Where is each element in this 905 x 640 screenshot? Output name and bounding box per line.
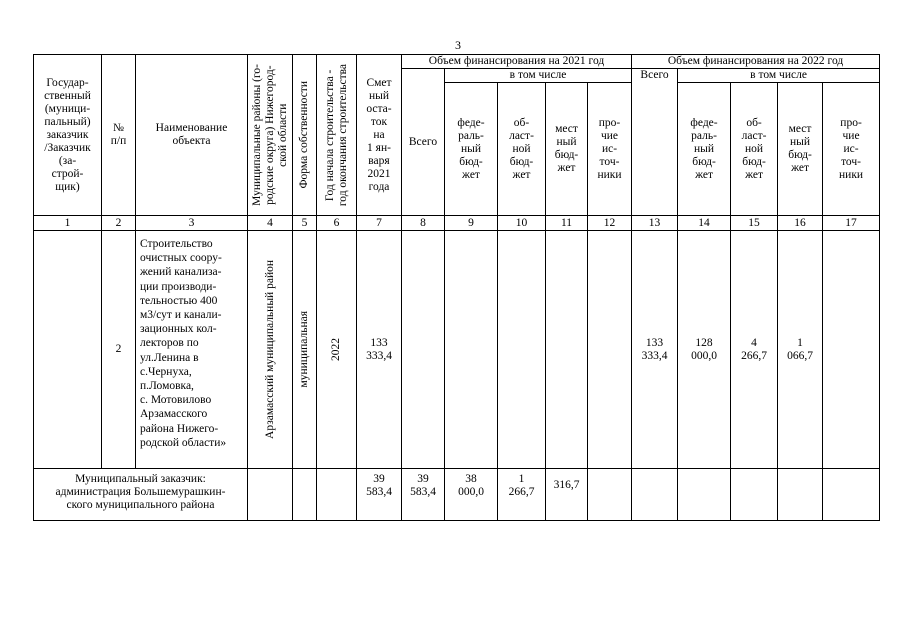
col-num: 3	[136, 216, 248, 231]
total-other-2021	[588, 469, 632, 521]
total-other-2022	[823, 469, 880, 521]
row-num: 2	[102, 231, 136, 469]
page-number: 3	[455, 38, 461, 52]
header-total-2021: Всего	[402, 69, 445, 216]
header-local-2021: мест ный бюд- жет	[546, 83, 588, 216]
col-num: 10	[498, 216, 546, 231]
col-num: 13	[632, 216, 678, 231]
col-num: 2	[102, 216, 136, 231]
total-local-2021: 316,7	[546, 469, 588, 521]
total-regional-2021: 1 266,7	[498, 469, 546, 521]
row-federal-2022: 128 000,0	[678, 231, 731, 469]
col-num: 1	[34, 216, 102, 231]
column-number-row	[34, 216, 880, 231]
row-local-2022: 1 066,7	[778, 231, 823, 469]
header-including-2022: в том числе	[678, 69, 880, 83]
col-num: 11	[546, 216, 588, 231]
header-regional-2022: об- ласт- ной бюд- жет	[731, 83, 778, 216]
header-num: № п/п	[102, 55, 136, 216]
row-regional-2021	[498, 231, 546, 469]
row-total-2022: 133 333,4	[632, 231, 678, 469]
col-num: 6	[317, 216, 357, 231]
row-year-cell	[317, 231, 357, 469]
header-fin-2021: Объем финансирования на 2021 год	[402, 55, 632, 69]
row-federal-2021	[445, 231, 498, 469]
header-fin-2022: Объем финансирования на 2022 год	[632, 55, 880, 69]
header-row-1	[34, 55, 880, 69]
total-total-2022	[632, 469, 678, 521]
financing-table	[33, 54, 880, 521]
col-num: 15	[731, 216, 778, 231]
total-years	[317, 469, 357, 521]
row-other-2022	[823, 231, 880, 469]
header-other-2022: про- чие ис- точ- ники	[823, 83, 880, 216]
row-year: 2022	[330, 338, 342, 361]
row-district-cell	[248, 231, 293, 469]
header-federal-2022: феде- раль- ный бюд- жет	[678, 83, 731, 216]
row-local-2021	[546, 231, 588, 469]
total-total-2021: 39 583,4	[402, 469, 445, 521]
col-num: 4	[248, 216, 293, 231]
header-regional-2021: об- ласт- ной бюд- жет	[498, 83, 546, 216]
col-num: 16	[778, 216, 823, 231]
total-local-2022	[778, 469, 823, 521]
row-total-2021	[402, 231, 445, 469]
header-federal-2021: феде- раль- ный бюд- жет	[445, 83, 498, 216]
header-other-2021: про- чие ис- точ- ники	[588, 83, 632, 216]
header-object-name: Наименование объекта	[136, 55, 248, 216]
col-num: 7	[357, 216, 402, 231]
row-district: Арзамасский муниципальный район	[263, 260, 276, 439]
header-ownership-cell	[293, 55, 317, 216]
total-row	[34, 469, 880, 521]
row-customer	[34, 231, 102, 469]
header-district: Муниципальные районы (го- родские округа) Нижегород- ской области	[250, 64, 289, 206]
row-regional-2022: 4 266,7	[731, 231, 778, 469]
total-federal-2022	[678, 469, 731, 521]
total-row-label: Муниципальный заказчик: администрация Большемурашкин- ского муниципального района	[34, 469, 248, 521]
total-regional-2022	[731, 469, 778, 521]
header-local-2022: мест ный бюд- жет	[778, 83, 823, 216]
row-object-name: Строительство очистных соору- жений канализа- ции производи- тельностью 400 м3/сут и канали- зационных кол- лекторов по ул.Ленина в с.Чернуха, п.Ломовка, с. Мотовилово Арзамасского района Нижего- родской области»	[136, 231, 248, 469]
row-other-2021	[588, 231, 632, 469]
header-years-cell	[317, 55, 357, 216]
col-num: 9	[445, 216, 498, 231]
header-years: Год начала строительства - год окончания строительства	[323, 63, 349, 207]
row-ownership-cell	[293, 231, 317, 469]
total-estimate-balance: 39 583,4	[357, 469, 402, 521]
header-ownership: Форма собственности	[298, 81, 310, 189]
header-total-2022: Всего	[632, 69, 678, 216]
header-estimate-balance: Смет ный оста- ток на 1 ян- варя 2021 года	[357, 55, 402, 216]
total-district	[248, 469, 293, 521]
table-row	[34, 231, 880, 469]
total-ownership	[293, 469, 317, 521]
col-num: 8	[402, 216, 445, 231]
row-estimate-balance: 133 333,4	[357, 231, 402, 469]
col-num: 14	[678, 216, 731, 231]
header-district-cell	[248, 55, 293, 216]
header-customer: Государ- ственный (муници- пальный) заказчик /Заказчик (за- строй- щик)	[34, 55, 102, 216]
col-num: 12	[588, 216, 632, 231]
header-including-2021: в том числе	[445, 69, 632, 83]
row-ownership: муниципальная	[298, 311, 310, 388]
col-num: 5	[293, 216, 317, 231]
total-federal-2021: 38 000,0	[445, 469, 498, 521]
col-num: 17	[823, 216, 880, 231]
